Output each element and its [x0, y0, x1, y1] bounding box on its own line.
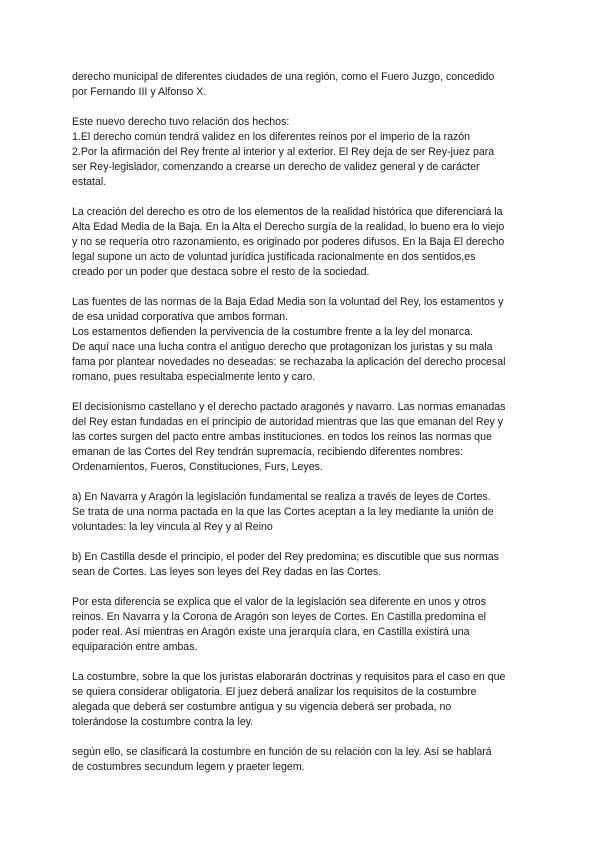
text-line: 2.Por la afirmación del Rey frente al interior y al exterior. El Rey deja de ser Rey-juez para — [72, 146, 495, 158]
paragraph-creacion-derecho — [72, 205, 530, 280]
paragraph-fuentes-normas — [72, 295, 530, 385]
text-line: poder real. Así mientras en Aragón existe una jerarquía clara, en Castilla existirá una — [72, 626, 470, 638]
text-line: sean de Cortes. Las leyes son leyes del Rey dadas en las Cortes. — [72, 566, 382, 578]
text-line: Las fuentes de las normas de la Baja Edad Media son la voluntad del Rey, los estamentos y — [72, 296, 504, 308]
paragraph-dos-hechos — [72, 115, 530, 190]
text-line: Por esta diferencia se explica que el valor de la legislación sea diferente en unos y otros — [72, 596, 486, 608]
text-line: b) En Castilla desde el principio, el poder del Rey predomina; es discutible que sus normas — [72, 551, 499, 563]
text-line: y no se requería otro razonamiento, es originado por poderes difusos. En la Baja El derecho — [72, 236, 505, 248]
text-line: las cortes surgen del pacto entre ambas instituciones. en todos los reinos las normas que — [72, 431, 492, 443]
text-line: fama por plantear novedades no deseadas: se rechazaba la aplicación del derecho procesal — [72, 356, 506, 368]
text-line: emanan de las Cortes del Rey tendrán supremacía, recibiendo diferentes nombres: — [72, 446, 464, 458]
text-line: estatal. — [72, 176, 107, 188]
paragraph-navarra-aragon — [72, 490, 530, 535]
text-line: según ello, se clasificará la costumbre en función de su relación con la ley. Así se hablará — [72, 746, 492, 758]
text-line: 1.El derecho común tendrá validez en los diferentes reinos por el imperio de la razón — [72, 131, 471, 143]
text-line: ser Rey-legislador, comenzando a crearse un derecho de validez general y de carácter — [72, 161, 480, 173]
text-line: Los estamentos defienden la pervivencia de la costumbre frente a la ley del monarca. — [72, 326, 474, 338]
text-line: Ordenamientos, Fueros, Constituciones, Furs, Leyes. — [72, 461, 323, 473]
text-line: a) En Navarra y Aragón la legislación fundamental se realiza a través de leyes de Cortes. — [72, 491, 491, 503]
text-line: tolerándose la costumbre contra la ley. — [72, 716, 254, 728]
paragraph-fuero-juzgo — [72, 70, 530, 100]
text-line: reinos. En Navarra y la Corona de Aragón son leyes de Cortes. En Castilla predomina el — [72, 611, 486, 623]
text-line: Se trata de una norma pactada en la que las Cortes aceptan a la ley mediante la unión de — [72, 506, 494, 518]
text-line: de esa unidad corporativa que ambos forman. — [72, 311, 289, 323]
text-line: Este nuevo derecho tuvo relación dos hechos: — [72, 116, 290, 128]
paragraph-castilla — [72, 550, 530, 580]
paragraph-diferencia-legislacion — [72, 595, 530, 655]
text-line: de costumbres secundum legem y praeter legem. — [72, 761, 305, 773]
text-line: La costumbre, sobre la que los juristas elaborarán doctrinas y requisitos para el caso en que — [72, 671, 506, 683]
text-line: legal supone un acto de voluntad jurídica justificada racionalmente en dos sentidos,es — [72, 251, 476, 263]
paragraph-decisionismo — [72, 400, 530, 475]
text-line: se quiera considerar obligatoria. El juez deberá analizar los requisitos de la costumbre — [72, 686, 477, 698]
text-line: equiparación entre ambas. — [72, 641, 198, 653]
paragraph-clasificacion-costumbre — [72, 745, 530, 775]
text-line: derecho municipal de diferentes ciudades de una región, como el Fuero Juzgo, concedido — [72, 71, 495, 83]
text-line: De aquí nace una lucha contra el antiguo derecho que protagonizan los juristas y su mala — [72, 341, 493, 353]
text-line: por Fernando III y Alfonso X. — [72, 86, 207, 98]
text-line: creado por un poder que destaca sobre el resto de la sociedad. — [72, 266, 370, 278]
text-line: La creación del derecho es otro de los elementos de la realidad histórica que diferenciará la — [72, 206, 503, 218]
text-line: alegada que deberá ser costumbre antigua y su vigencia deberá ser probada, no — [72, 701, 452, 713]
text-line: del Rey estan fundadas en el principio de autoridad mientras que las que emanan del Rey y — [72, 416, 504, 428]
paragraph-costumbre — [72, 670, 530, 730]
text-line: romano, pues resultaba especialmente lento y caro. — [72, 371, 316, 383]
text-line: voluntades: la ley vincula al Rey y al Reino — [72, 521, 273, 533]
document-body — [72, 70, 530, 790]
text-line: Alta Edad Media de la Baja. En la Alta el Derecho surgía de la realidad, lo bueno era lo viejo — [72, 221, 505, 233]
text-line: El decisionismo castellano y el derecho pactado aragonés y navarro. Las normas emanadas — [72, 401, 506, 413]
